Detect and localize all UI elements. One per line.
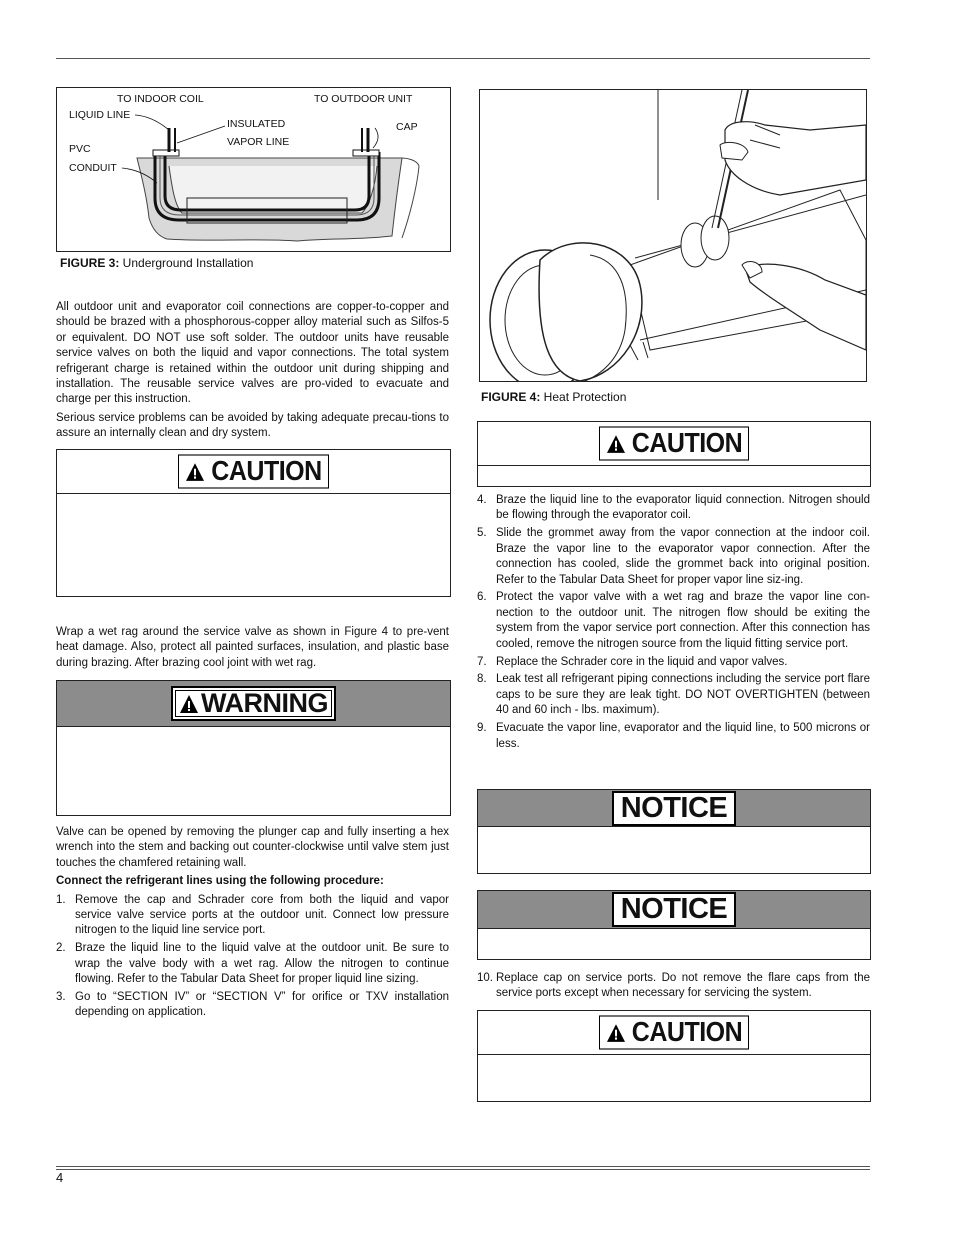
header-rule xyxy=(56,58,870,59)
step-8: 8. Leak test all refrigerant piping connections including the service port flare caps to be sure they are leak tight. DO NOT OVERTIGHTEN (between 40 and 60 inch - lbs. maximum). xyxy=(477,673,870,717)
notice-badge xyxy=(612,791,737,826)
notice-box-2-header xyxy=(478,891,870,929)
notice-box-1 xyxy=(477,789,871,874)
figure-4-caption-text: Heat Protection xyxy=(540,390,627,404)
caution-label: CAUTION xyxy=(631,1016,743,1048)
figure-4-caption-prefix: FIGURE 4: xyxy=(481,390,541,404)
label-liquid-line: LIQUID LINE xyxy=(69,109,131,121)
warning-box xyxy=(56,680,451,816)
step-10: 10. Replace cap on service ports. Do not remove the flare caps from the service ports except when necessary for servicing the system. xyxy=(477,972,870,1000)
caution-badge xyxy=(599,426,749,460)
label-to-indoor: TO INDOOR COIL xyxy=(117,93,204,105)
step-1: 1. Remove the cap and Schrader core from both the liquid and vapor service valve service ports at the outdoor unit. Connect low pressure nitrogen to the liquid line service port. xyxy=(56,893,449,937)
step-9: 9. Evacuate the vapor line, evaporator and the liquid line, to 500 microns or less. xyxy=(477,722,870,750)
step-6: 6. Protect the vapor valve with a wet rag and braze the vapor line con-nection to the outdoor unit. The nitrogen flow should be exiting the system from the vapor service port connection. After this connection has cooled, remove the nitrogen source from the liquid fitting service port. xyxy=(477,591,870,650)
label-vapor-line: VAPOR LINE xyxy=(227,136,290,148)
step-3: 3. Go to “SECTION IV” or “SECTION V” for orifice or TXV installation depending on application. xyxy=(56,991,449,1019)
step-4: 4. Braze the liquid line to the evaporator liquid connection. Nitrogen should be flowing through the evaporator coil. xyxy=(477,494,870,522)
wet-rag-paragraph xyxy=(56,625,449,671)
notice-label: NOTICE xyxy=(620,893,728,925)
figure-3-underground-installation xyxy=(56,87,451,252)
notice-label: NOTICE xyxy=(620,791,728,824)
footer-rule xyxy=(56,1166,870,1167)
footer-rule-2 xyxy=(56,1169,870,1170)
caution-label: CAUTION xyxy=(631,427,743,459)
warning-triangle-icon xyxy=(179,694,199,714)
warning-label: WARNING xyxy=(201,688,328,718)
step-2: 2. Braze the liquid line to the liquid valve at the outdoor unit. Be sure to wrap the valve body with a wet rag. Allow the nitrogen to continue flowing. Refer to the Tabular Data Sheet for proper liquid line sizing. xyxy=(56,942,449,986)
step-5: 5. Slide the grommet away from the vapor connection at the indoor coil. Braze the vapor line to the evaporator vapor connection. After the connection has cooled, slide the grommet back into original position. Refer to the Tabular Data Sheet for proper vapor line siz-ing. xyxy=(477,527,870,586)
warning-badge xyxy=(171,686,336,721)
figure-3-caption-prefix: FIGURE 3: xyxy=(60,256,120,270)
para-precautions: Serious service problems can be avoided by taking adequate precau-tions to assure an internally clean and dry system. xyxy=(56,411,449,440)
caution-box-3 xyxy=(477,1010,871,1102)
label-cap: CAP xyxy=(396,121,418,133)
figure-3-caption xyxy=(60,256,253,270)
caution-box-2 xyxy=(477,421,871,487)
caution-label: CAUTION xyxy=(211,455,322,487)
notice-box-2 xyxy=(477,890,871,960)
underground-diagram xyxy=(57,88,450,251)
para-valve-open: Valve can be opened by removing the plunger cap and fully inserting a hex wrench into the stem and backing out counter-clockwise until valve stem just touches the chamfered retaining wall. xyxy=(56,826,449,869)
warning-box-header xyxy=(57,681,450,727)
page-number: 4 xyxy=(56,1170,64,1185)
label-insulated: INSULATED xyxy=(227,118,286,130)
valve-paragraph xyxy=(56,825,449,1023)
caution-badge xyxy=(178,454,328,488)
label-pvc: PVC xyxy=(69,143,91,155)
label-to-outdoor: TO OUTDOOR UNIT xyxy=(314,93,413,105)
notice-box-1-header xyxy=(478,790,870,827)
heat-protection-illustration xyxy=(480,90,866,381)
procedure-steps-left xyxy=(56,893,449,1021)
figure-4-caption xyxy=(481,390,626,404)
warning-triangle-icon xyxy=(185,462,205,482)
warning-triangle-icon xyxy=(606,1023,626,1043)
step-7: 7. Replace the Schrader core in the liquid and vapor valves. xyxy=(477,655,788,668)
intro-paragraph xyxy=(56,300,449,442)
figure-3-caption-text: Underground Installation xyxy=(119,256,254,270)
para-wet-rag: Wrap a wet rag around the service valve as shown in Figure 4 to pre-vent heat damage. Also, protect all painted surfaces, insulation, and plastic base during brazing. After brazing cool joint with wet rag. xyxy=(56,626,449,669)
caution-box-3-header xyxy=(478,1011,870,1055)
step-10-block xyxy=(477,971,870,1004)
caution-box-1-header xyxy=(57,450,450,494)
warning-triangle-icon xyxy=(606,434,626,454)
label-conduit: CONDUIT xyxy=(69,162,117,174)
caution-box-2-header xyxy=(478,422,870,466)
caution-box-1 xyxy=(56,449,451,597)
para-brazing: All outdoor unit and evaporator coil connections are copper-to-copper and should be brazed with a phosphorous-copper alloy material such as Silfos-5 or equivalent. DO NOT use soft solder. The outdoor units have reusable service valves on both the liquid and vapor connections. The total system refrigerant charge is retained within the outdoor unit during shipping and installation. The reusable service valves are pro-vided to evacuate and charge per this instruction. xyxy=(56,301,449,406)
figure-4-heat-protection xyxy=(479,89,867,382)
procedure-steps-right xyxy=(477,493,870,755)
caution-badge xyxy=(599,1015,749,1049)
notice-badge xyxy=(612,892,737,927)
procedure-heading: Connect the refrigerant lines using the following procedure: xyxy=(56,875,384,888)
